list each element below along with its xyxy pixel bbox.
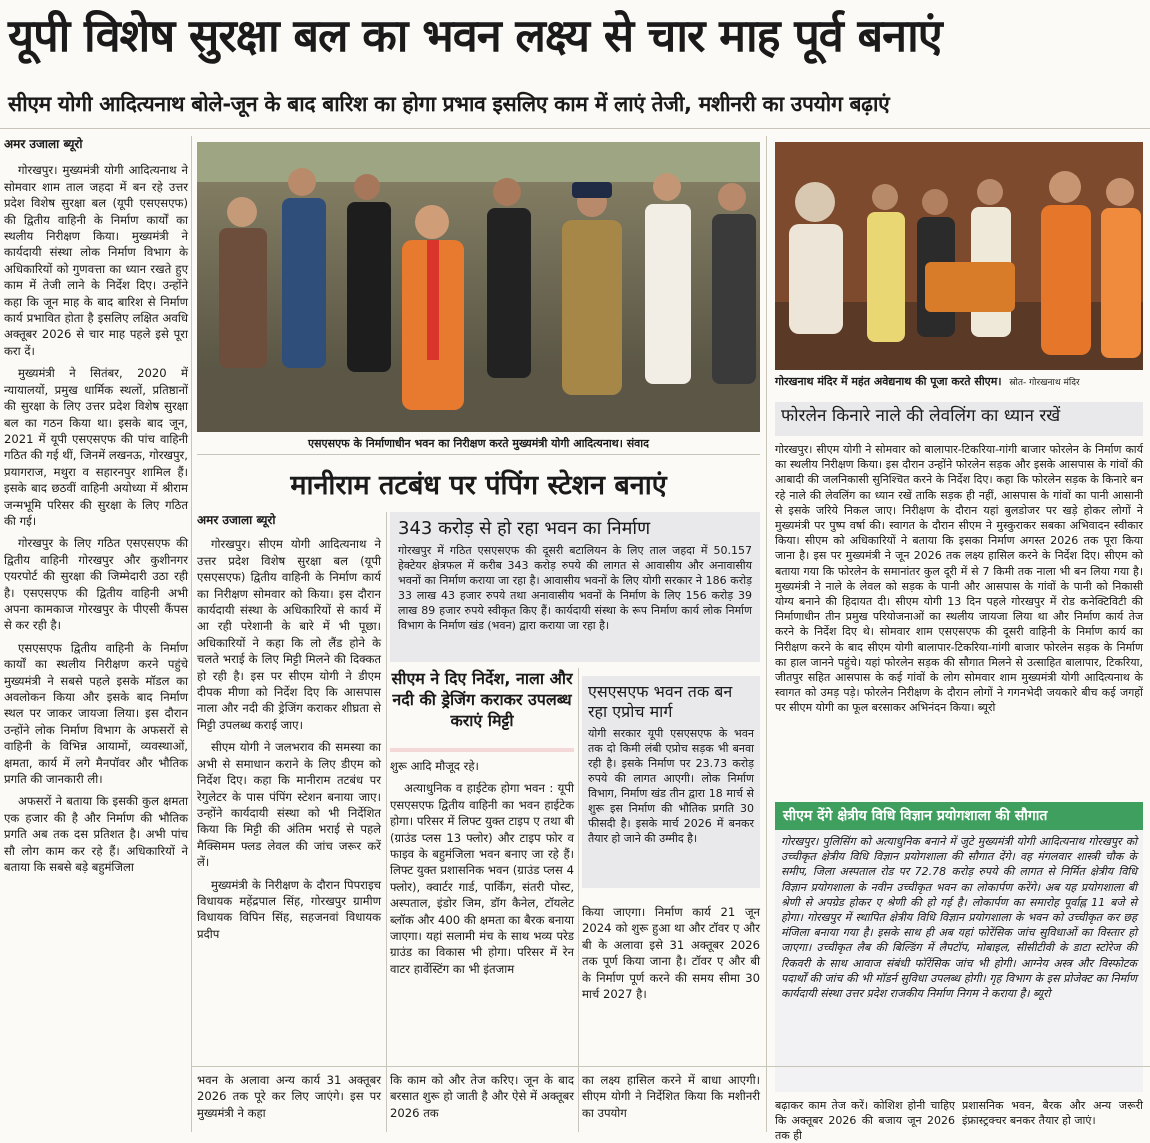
center-column xyxy=(390,758,574,1080)
approach-box-text: योगी सरकार यूपी एसएसएफ के भवन तक दो किमी लंबी एप्रोच सड़क भी बनवा रही है। इसके निर्माण पर 23.73 करोड़ रुपये की लागत आएगी। लोक निर्माण विभाग, निर्माण खंड तीन द्वारा 18 मार्च से शुरू इस निर्माण की भौतिक प्रगति 30 फीसदी है। इसके मार्च 2026 में बनकर तैयार हो जाने की उम्मीद है। xyxy=(588,727,754,845)
sub-headline: सीएम योगी आदित्यनाथ बोले-जून के बाद बारिश का होगा प्रभाव इसलिए काम में लाएं तेजी, मशीनरी का उपयोग बढ़ाएं xyxy=(8,92,890,116)
second-paragraph-3: मुख्यमंत्री के निरीक्षण के दौरान पिपराइच विधायक महेंद्रपाल सिंह, गोरखपुर ग्रामीण विधायक विपिन सिंह, सहजनवां विधायक प्रदीप xyxy=(197,877,381,941)
bottom-col-3: का लक्ष्य हासिल करने में बाधा आएगी। सीएम योगी ने निर्देशित किया कि मशीनरी का उपयोग xyxy=(582,1073,760,1120)
bottom-col-2: कि काम को और तेज करिए। जून के बाद बरसात शुरू हो जाती है और ऐसे में अक्तूबर 2026 तक xyxy=(390,1073,574,1120)
left-column-story xyxy=(4,136,188,1132)
right-photo-credit: स्रोत- गोरखनाथ मंदिर xyxy=(1009,378,1080,388)
main-headline: यूपी विशेष सुरक्षा बल का भवन लक्ष्य से चार माह पूर्व बनाएं xyxy=(8,9,942,62)
center-paragraph-1: शुरू आदि मौजूद रहे। xyxy=(390,759,479,773)
column-divider-4 xyxy=(766,136,767,1132)
second-story-body xyxy=(197,512,381,1080)
forensic-box xyxy=(775,802,1143,1092)
dredging-box-title: सीएम ने दिए निर्देश, नाला और नदी की ड्रेजिंग कराकर उपलब्ध कराएं मिट्टी xyxy=(391,669,573,730)
cost-box xyxy=(390,512,760,662)
right-photo-caption: गोरखनाथ मंदिर में महंत अवेद्यनाथ की पूजा करते सीएम। xyxy=(775,375,1002,388)
bottom-col-5: प्रशासनिक भवन, बैरक और अन्य जरूरी इंफ्रास्ट्रक्चर बनकर तैयार हो जाएं। xyxy=(962,1099,1143,1127)
left-paragraph-4: एसएसएफ द्वितीय वाहिनी के निर्माण कार्यों का स्थलीय निरीक्षण करने पहुंचे मुख्यमंत्री ने सबसे पहले इसके मॉडल का अवलोकन किया और इसके बाद निर्माण स्थल पर जाकर जायजा लिया। इस दौरान उन्होंने लोक निर्माण विभाग के अफसरों से वाहिनी के विभिन्न आयामों, व्यवस्थाओं, क्षमता, कार्य में लगे मैनपॉवर और भौतिक प्रगति की जानकारी ली। xyxy=(4,640,188,787)
bottom-col-1: भवन के अलावा अन्य कार्य 31 अक्तूबर 2026 तक पूरे कर लिए जाएंगे। इस पर मुख्यमंत्री ने कहा xyxy=(197,1073,381,1120)
fourlane-title-bar xyxy=(775,402,1143,436)
top-rule xyxy=(0,128,1150,129)
cost-box-title: 343 करोड़ से हो रहा भवन का निर्माण xyxy=(398,518,651,539)
fourlane-title: फोरलेन किनारे नाले की लेवलिंग का ध्यान रखें xyxy=(781,406,1061,426)
fourlane-text: गोरखपुर। सीएम योगी ने सोमवार को बालापार-टिकरिया-गांगी बाजार फोरलेन के निर्माण कार्य का स्थलीय निरीक्षण किया। इस दौरान उन्होंने फोरलेन सड़क और इसके आसपास के गांवों की आबादी की जलनिकासी सुनिश्चित करने के निर्देश दिए। कहा कि फोरलेन सड़क के किनारे बन रहे नाले की लेवलिंग का ध्यान रखें ताकि सड़क ही नहीं, आसपास के गांवों का पानी आसानी से इसके जरिये निकल जाए। निरीक्षण के दौरान यहां बुलडोजर पर खड़े होकर लोगों ने मुख्यमंत्री पर पुष्प वर्षा की। स्वागत के दौरान सीएम ने मुस्कुराकर सबका अभिवादन स्वीकार किया। सीएम को अधिकारियों ने बताया कि इसका निर्माण अगस्त 2026 तक पूरा किया जाना है। इस पर मुख्यमंत्री ने जून 2026 तक लक्ष्य हासिल करने के निर्देश दिए। सीएम को बताया गया कि फोरलेन के समानांतर कुल दूरी में से 7 किमी तक नाला भी बन लिया गया है। मुख्यमंत्री ने नाले के लेवल को सड़क के पानी और आसपास के गांवों के पानी को निकासी योग्य बनाने की हिदायत दी। सीएम योगी 13 दिन पहले गोरखपुर में रोड कनेक्टिविटी की निर्माणाधीन तीन प्रमुख परियोजनाओं का स्थलीय जायजा लिया था और निर्माण कार्य तेज करने के निर्देश दिए थे। सोमवार शाम एसएसएफ की दूसरी वाहिनी के निर्माण कार्य का निरीक्षण करने के बाद सीएम योगी बालापार-टिकरिया-गांगी बाजार फोरलेन सड़क के निर्माण का हाल जानने पहुंचे। यहां फोरलेन सड़क की सौगात मिलने से उत्साहित बालापार, टिकरिया, जीतपुर सहित आसपास के कई गांवों के लोग सोमवार शाम मुख्यमंत्री योगी आदित्यनाथ के स्वागत को उमड़ पड़े। फोरलेन निरीक्षण के दौरान लोगों ने गगनभेदी जयकारे बीच कई जगहों पर सीएम योगी का फूल बरसाकर अभिनंदन किया। ब्यूरो xyxy=(775,443,1143,715)
approach-box-title: एसएसएफ भवन तक बन रहा एप्रोच मार्ग xyxy=(588,682,733,721)
dredging-box xyxy=(390,668,574,752)
right-photo-caption-line xyxy=(775,374,1143,388)
main-photo xyxy=(197,142,760,432)
column-divider-2 xyxy=(386,512,387,1132)
bottom-rule xyxy=(192,1066,1150,1067)
right-photo xyxy=(775,142,1143,370)
second-paragraph-1: गोरखपुर। सीएम योगी आदित्यनाथ ने उत्तर प्रदेश विशेष सुरक्षा बल (यूपी एसएसएफ) द्वितीय वाहिनी के निर्माण कार्य का निरीक्षण सोमवार को किया। इस दौरान कार्यदायी संस्था के अधिकारियों से कार्य में आ रही परेशानी के बारे में भी पूछा। अधिकारियों ने कहा कि लो लैंड होने के चलते भराई के लिए मिट्टी मिलने की दिक्कत हो रही है। इस पर सीएम योगी ने डीएम दीपक मीणा को निर्देश दिए कि आसपास नाला और नदी की ड्रेजिंग कराकर शीघ्रता से मिट्टी उपलब्ध कराई जाए। xyxy=(197,537,381,732)
bottom-col-4: बढ़ाकर काम तेज करें। कोशिश होनी चाहिए कि अक्तूबर 2026 की बजाय जून 2026 तक ही xyxy=(775,1099,955,1142)
photo-rule xyxy=(197,454,760,455)
approach-continued: किया जाएगा। निर्माण कार्य 21 जून 2024 को शुरू हुआ था और टॉवर ए और बी के अलावा इसे 31 अक्तूबर 2026 तक पूर्ण किया जाना है। टॉवर ए और बी के निर्माण पूर्ण करने की समय सीमा 30 मार्च 2027 है। xyxy=(582,905,760,1002)
forensic-box-text: गोरखपुर। पुलिसिंग को अत्याधुनिक बनाने में जुटे मुख्यमंत्री योगी आदित्यनाथ गोरखपुर को उच्चीकृत क्षेत्रीय विधि विज्ञान प्रयोगशाला की सौगात देंगे। वह मंगलवार शास्त्री चौक के समीप, जिला अस्पताल रोड पर 72.78 करोड़ रुपये की लागत से निर्मित क्षेत्रीय विधि विज्ञान प्रयोगशाला के नवीन उच्चीकृत भवन का लोकार्पण करेंगे। अब यह प्रयोगशाला बी श्रेणी से अपग्रेड होकर ए श्रेणी की हो गई है। लोकार्पण का समारोह पूर्वाह्न 11 बजे से होगा। गोरखपुर में स्थापित क्षेत्रीय विधि विज्ञान प्रयोगशाला के भवन को उच्चीकृत कर छह मंजिला बनाया गया है। इसके साथ ही अब यहां फोरेंसिक जांच सुविधाओं का विस्तार हो जाएगा। उच्चीकृत लैब की बिल्डिंग में लैपटॉप, मोबाइल, सीसीटीवी के डाटा स्टोरेज की रिकवरी के साथ आवाज संबंधी फॉरेंसिक जांच भी होगी। आग्नेय अस्त्र और विस्फोटक पदार्थों की जांच की भी मॉडर्न सुविधा उपलब्ध होगी। गृह विभाग के इस प्रोजेक्ट का निर्माण कार्यदायी संस्था उत्तर प्रदेश राजकीय निर्माण निगम ने कराया है। ब्यूरो xyxy=(781,835,1137,1001)
left-paragraph-2: मुख्यमंत्री ने सितंबर, 2020 में न्यायालयों, प्रमुख धार्मिक स्थलों, प्रतिष्ठानों की सुरक्षा के लिए उत्तर प्रदेश विशेष सुरक्षा बल का गठन किया था। इसके बाद जून, 2021 में यूपी एसएसएफ की पांच वाहिनी गठित की गई थीं, जिनमें लखनऊ, गोरखपुर, प्रयागराज, मथुरा व सहारनपुर शामिल हैं। इसके बाद छठवीं वाहिनी अयोध्या में श्रीराम जन्मभूमि परिसर की सुरक्षा के लिए गठित की गई। xyxy=(4,366,188,528)
forensic-box-title: सीएम देंगे क्षेत्रीय विधि विज्ञान प्रयोगशाला की सौगात xyxy=(775,802,1143,830)
column-divider-3 xyxy=(578,668,579,1132)
approach-box xyxy=(582,676,760,888)
left-paragraph-3: गोरखपुर के लिए गठित एसएसएफ की द्वितीय वाहिनी गोरखपुर और कुशीनगर एयरपोर्ट की सुरक्षा की जिम्मेदारी उठा रही है। एसएसएफ की द्वितीय वाहिनी अभी अपना कामकाज गोरखपुर के पीएसी कैंपस से कर रही है। xyxy=(4,536,188,633)
left-paragraph-5: अफसरों ने बताया कि इसकी कुल क्षमता एक हजार की है और निर्माण की भौतिक प्रगति अब तक दस प्रतिशत है। अभी पांच सौ लोग काम कर रहे हैं। अधिकारियों ने बताया कि सबसे बड़े बहुमंजिला xyxy=(4,794,188,875)
cost-box-text: गोरखपुर में गठित एसएसएफ की दूसरी बटालियन के लिए ताल जहदा में 50.157 हेक्टेयर क्षेत्रफल में करीब 343 करोड़ रुपये की लागत से आवासीय और अनावासीय भवनों का निर्माण कराया जा रहा है। आवासीय भवनों के लिए योगी सरकार ने 186 करोड़ 33 लाख 43 हजार रुपये तथा अनावासीय भवनों के निर्माण के लिए 156 करोड़ 39 लाख 89 हजार रुपये स्वीकृत किए हैं। कार्यदायी संस्था के रूप निर्माण कार्य लोक निर्माण विभाग के निर्माण खंड (भवन) द्वारा कराया जा रहा है। xyxy=(398,544,752,632)
column-divider-1 xyxy=(191,136,192,1132)
second-story-title: मानीराम तटबंध पर पंपिंग स्टेशन बनाएं xyxy=(290,470,667,501)
left-byline: अमर उजाला ब्यूरो xyxy=(4,137,83,151)
second-byline: अमर उजाला ब्यूरो xyxy=(197,513,276,527)
left-paragraph-1: गोरखपुर। मुख्यमंत्री योगी आदित्यनाथ ने सोमवार शाम ताल जहदा में बन रहे उत्तर प्रदेश विशेष सुरक्षा बल (यूपी एसएसएफ) की द्वितीय वाहिनी के निर्माण कार्यों का स्थलीय निरीक्षण किया। मुख्यमंत्री ने कार्यदायी संस्था लोक निर्माण विभाग के अधिकारियों को गुणवत्ता का ध्यान रखते हुए काम में तेजी लाने के निर्देश दिए। उन्होंने कहा कि जून माह के बाद बारिश से निर्माण कार्य प्रभावित होता है इसलिए लक्षित अवधि अक्तूबर 2026 से चार माह पहले इसे पूरा करा दें। xyxy=(4,163,188,358)
center-paragraph-2: अत्याधुनिक व हाईटेक होगा भवन : यूपी एसएसएफ द्वितीय वाहिनी का भवन हाईटेक होगा। परिसर में लिफ्ट युक्त टाइप ए तथा बी (ग्राउंड प्लस 13 फ्लोर) और टाइप फोर व फाइव के बहुमंजिला भवन बनाए जा रहे हैं। लिफ्ट युक्त प्रशासनिक भवन (ग्राउंड प्लस 4 फ्लोर), क्वार्टर गार्ड, पार्किंग, संतरी पोस्ट, अस्पताल, इंडोर जिम, डॉग कैनेल, टॉयलेट ब्लॉक और 400 की क्षमता का बैरक बनाया जाएगा। यहां सलामी मंच के साथ भव्य परेड ग्राउंड का विकास भी होगा। परिसर में रेन वाटर हार्वेस्टिंग का भी इंतजाम xyxy=(390,781,574,976)
second-paragraph-2: सीएम योगी ने जलभराव की समस्या का अभी से समाधान कराने के लिए डीएम को निर्देश दिए। कहा कि मानीराम तटबंध पर रेगुलेटर के पास पंपिंग स्टेशन बनाया जाए। उन्होंने कार्यदायी संस्था को भी निर्देशित किया कि मिट्टी की अंतिम भराई से पहले मैक्सिमम फ्लड लेवल की जांच जरूर करें लें। xyxy=(197,740,381,870)
main-photo-caption: एसएसएफ के निर्माणाधीन भवन का निरीक्षण करते मुख्यमंत्री योगी आदित्यनाथ। संवाद xyxy=(308,437,649,450)
